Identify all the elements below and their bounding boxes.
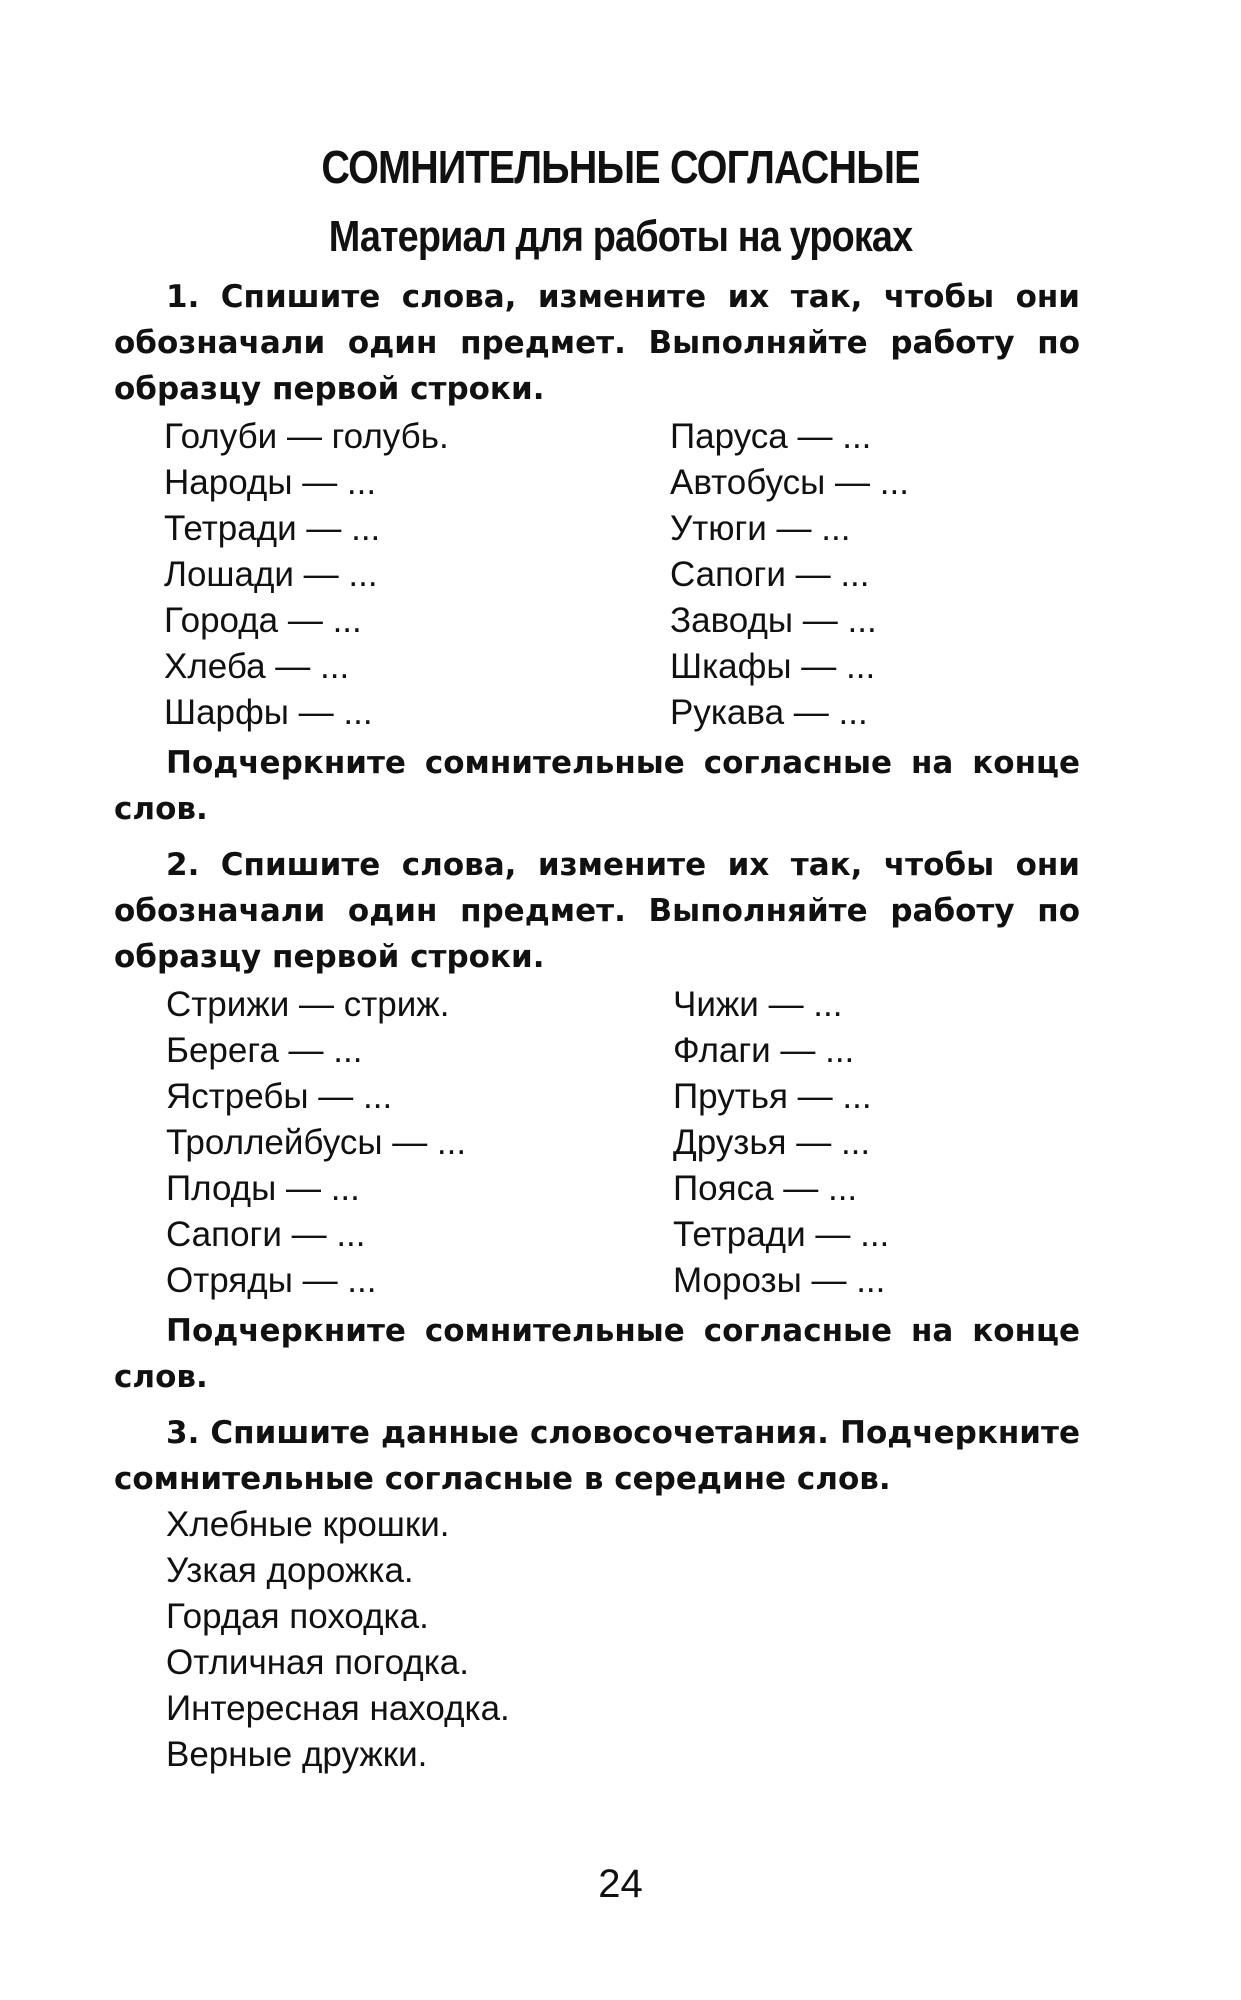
list-item: Друзья — ... <box>673 1123 871 1162</box>
page-number: 24 <box>598 1862 643 1906</box>
list-item: Прутья — ... <box>673 1077 872 1116</box>
exercise-2-note: Подчеркните сомнительные согласные на конце слов. <box>114 1313 1080 1395</box>
exercise-3-instruction: 3. Спишите данные словосочетания. Подчеркните сомнительные согласные в середине слов. <box>114 1415 1080 1497</box>
list-item: Хлебные крошки. <box>166 1505 450 1544</box>
list-item: Троллейбусы — ... <box>166 1123 467 1162</box>
list-item: Берега — ... <box>166 1031 363 1070</box>
list-item: Народы — ... <box>164 463 377 502</box>
list-item: Сапоги — ... <box>166 1215 366 1254</box>
list-item: Шкафы — ... <box>670 647 876 686</box>
exercise-2-right-column <box>673 982 889 1304</box>
list-item: Автобусы — ... <box>670 463 909 502</box>
list-item: Пояса — ... <box>673 1169 858 1208</box>
list-item: Голуби — голубь. <box>164 417 449 456</box>
list-item: Сапоги — ... <box>670 555 870 594</box>
exercise-2-instruction: 2. Спишите слова, измените их так, чтобы они обозначали один предмет. Выполняйте работу по образцу первой строки. <box>114 847 1080 975</box>
list-item: Хлеба — ... <box>164 647 350 686</box>
list-item: Города — ... <box>164 601 362 640</box>
list-item: Рукава — ... <box>670 693 868 732</box>
exercise-1-instruction: 1. Спишите слова, измените их так, чтобы они обозначали один предмет. Выполняйте работу по образцу первой строки. <box>114 279 1080 407</box>
list-item: Чижи — ... <box>673 985 843 1024</box>
list-item: Флаги — ... <box>673 1031 855 1070</box>
exercise-3-phrases <box>166 1502 510 1778</box>
list-item: Отличная погодка. <box>166 1643 469 1682</box>
list-item: Тетради — ... <box>673 1215 890 1254</box>
exercise-2-left-column <box>166 982 466 1304</box>
list-item: Гордая походка. <box>166 1597 429 1636</box>
list-item: Отряды — ... <box>166 1261 377 1300</box>
exercise-1-right-column <box>670 414 909 736</box>
list-item: Верные дружки. <box>166 1735 428 1774</box>
list-item: Шарфы — ... <box>164 693 373 732</box>
list-item: Интересная находка. <box>166 1689 510 1728</box>
list-item: Ястребы — ... <box>166 1077 393 1116</box>
page-subtitle: Материал для работы на уроках <box>328 212 913 261</box>
list-item: Тетради — ... <box>164 509 381 548</box>
list-item: Узкая дорожка. <box>166 1551 414 1590</box>
exercise-1-note: Подчеркните сомнительные согласные на конце слов. <box>114 745 1080 827</box>
list-item: Морозы — ... <box>673 1261 886 1300</box>
page-title: СОМНИТЕЛЬНЫЕ СОГЛАСНЫЕ <box>321 141 920 193</box>
list-item: Паруса — ... <box>670 417 872 456</box>
exercise-1-left-column <box>164 414 449 736</box>
list-item: Утюги — ... <box>670 509 851 548</box>
list-item: Стрижи — стриж. <box>166 985 450 1024</box>
list-item: Лошади — ... <box>164 555 378 594</box>
list-item: Плоды — ... <box>166 1169 360 1208</box>
list-item: Заводы — ... <box>670 601 877 640</box>
